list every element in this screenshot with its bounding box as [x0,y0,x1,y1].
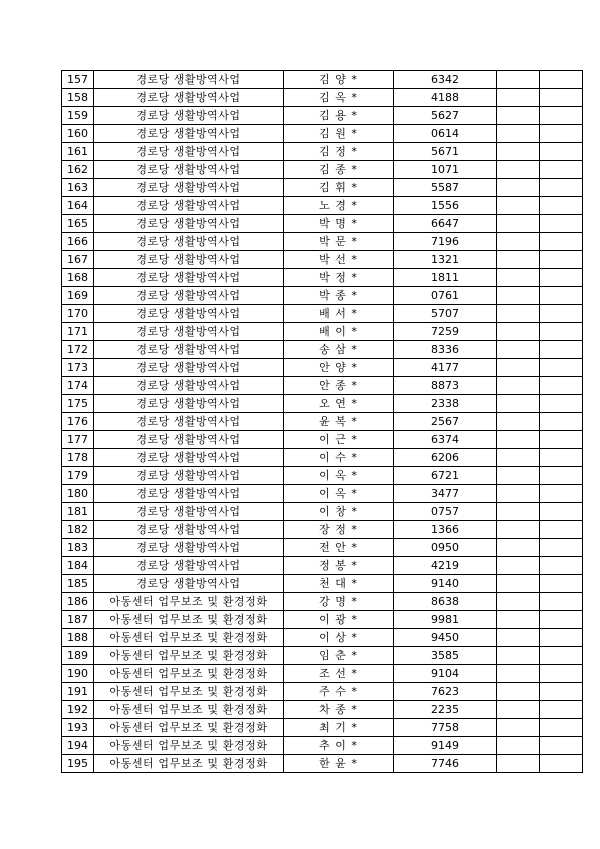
person-name: 정 봉 * [284,557,394,575]
table-row [62,251,583,269]
empty-cell [540,395,583,413]
program-name: 경로당 생활방역사업 [94,71,284,89]
program-name: 경로당 생활방역사업 [94,467,284,485]
person-name: 김 옥 * [284,89,394,107]
program-name: 아동센터 업무보조 및 환경정화 [94,647,284,665]
program-name: 경로당 생활방역사업 [94,449,284,467]
empty-cell [540,701,583,719]
empty-cell [497,701,540,719]
empty-cell [497,629,540,647]
person-name: 김 휘 * [284,179,394,197]
person-name: 김 정 * [284,143,394,161]
program-name: 경로당 생활방역사업 [94,179,284,197]
empty-cell [497,593,540,611]
table-row [62,485,583,503]
program-name: 경로당 생활방역사업 [94,197,284,215]
id-code: 1366 [394,521,497,539]
table-row [62,71,583,89]
empty-cell [497,71,540,89]
empty-cell [497,665,540,683]
program-name: 경로당 생활방역사업 [94,215,284,233]
table-row [62,197,583,215]
table-row [62,647,583,665]
row-number: 180 [62,485,94,503]
person-name: 천 대 * [284,575,394,593]
empty-cell [540,377,583,395]
person-name: 이 옥 * [284,467,394,485]
id-code: 7746 [394,755,497,773]
participant-table-body [62,71,583,773]
person-name: 배 이 * [284,323,394,341]
id-code: 7623 [394,683,497,701]
program-name: 경로당 생활방역사업 [94,377,284,395]
empty-cell [540,323,583,341]
empty-cell [497,575,540,593]
program-name: 아동센터 업무보조 및 환경정화 [94,611,284,629]
empty-cell [540,215,583,233]
id-code: 8336 [394,341,497,359]
id-code: 1556 [394,197,497,215]
person-name: 이 광 * [284,611,394,629]
person-name: 이 수 * [284,449,394,467]
row-number: 163 [62,179,94,197]
id-code: 4177 [394,359,497,377]
row-number: 173 [62,359,94,377]
empty-cell [540,521,583,539]
empty-cell [540,431,583,449]
person-name: 박 종 * [284,287,394,305]
table-row [62,557,583,575]
empty-cell [540,125,583,143]
empty-cell [497,179,540,197]
id-code: 4188 [394,89,497,107]
person-name: 이 창 * [284,503,394,521]
table-row [62,467,583,485]
table-row [62,107,583,125]
empty-cell [540,755,583,773]
empty-cell [540,269,583,287]
empty-cell [540,485,583,503]
program-name: 아동센터 업무보조 및 환경정화 [94,629,284,647]
id-code: 9149 [394,737,497,755]
row-number: 184 [62,557,94,575]
id-code: 6206 [394,449,497,467]
row-number: 158 [62,89,94,107]
empty-cell [497,431,540,449]
empty-cell [497,395,540,413]
empty-cell [540,647,583,665]
empty-cell [497,503,540,521]
person-name: 조 선 * [284,665,394,683]
table-row [62,413,583,431]
program-name: 경로당 생활방역사업 [94,413,284,431]
table-row [62,503,583,521]
program-name: 경로당 생활방역사업 [94,125,284,143]
table-row [62,575,583,593]
empty-cell [497,269,540,287]
id-code: 9450 [394,629,497,647]
person-name: 이 옥 * [284,485,394,503]
row-number: 167 [62,251,94,269]
table-row [62,539,583,557]
program-name: 경로당 생활방역사업 [94,395,284,413]
row-number: 168 [62,269,94,287]
empty-cell [540,71,583,89]
empty-cell [497,125,540,143]
table-row [62,665,583,683]
empty-cell [540,629,583,647]
program-name: 경로당 생활방역사업 [94,143,284,161]
program-name: 아동센터 업무보조 및 환경정화 [94,755,284,773]
id-code: 6721 [394,467,497,485]
person-name: 안 종 * [284,377,394,395]
person-name: 장 정 * [284,521,394,539]
row-number: 185 [62,575,94,593]
empty-cell [497,233,540,251]
empty-cell [540,251,583,269]
empty-cell [497,143,540,161]
person-name: 김 용 * [284,107,394,125]
id-code: 7758 [394,719,497,737]
empty-cell [540,359,583,377]
person-name: 김 양 * [284,71,394,89]
id-code: 9140 [394,575,497,593]
table-row [62,179,583,197]
program-name: 경로당 생활방역사업 [94,89,284,107]
empty-cell [540,179,583,197]
id-code: 2567 [394,413,497,431]
empty-cell [497,89,540,107]
id-code: 1811 [394,269,497,287]
person-name: 박 문 * [284,233,394,251]
row-number: 190 [62,665,94,683]
empty-cell [540,197,583,215]
empty-cell [497,737,540,755]
table-row [62,341,583,359]
table-row [62,359,583,377]
row-number: 189 [62,647,94,665]
empty-cell [540,611,583,629]
row-number: 182 [62,521,94,539]
table-row [62,701,583,719]
table-row [62,737,583,755]
program-name: 경로당 생활방역사업 [94,431,284,449]
program-name: 경로당 생활방역사업 [94,575,284,593]
id-code: 5627 [394,107,497,125]
id-code: 7259 [394,323,497,341]
id-code: 0950 [394,539,497,557]
empty-cell [540,737,583,755]
program-name: 아동센터 업무보조 및 환경정화 [94,701,284,719]
table-row [62,431,583,449]
empty-cell [540,143,583,161]
program-name: 아동센터 업무보조 및 환경정화 [94,683,284,701]
id-code: 3585 [394,647,497,665]
id-code: 6342 [394,71,497,89]
table-row [62,593,583,611]
empty-cell [497,377,540,395]
id-code: 5587 [394,179,497,197]
table-row [62,287,583,305]
program-name: 경로당 생활방역사업 [94,503,284,521]
row-number: 166 [62,233,94,251]
row-number: 169 [62,287,94,305]
participant-table [61,70,583,773]
person-name: 박 명 * [284,215,394,233]
empty-cell [497,215,540,233]
row-number: 188 [62,629,94,647]
id-code: 6374 [394,431,497,449]
id-code: 5671 [394,143,497,161]
empty-cell [540,467,583,485]
empty-cell [497,647,540,665]
program-name: 경로당 생활방역사업 [94,287,284,305]
row-number: 171 [62,323,94,341]
row-number: 165 [62,215,94,233]
row-number: 164 [62,197,94,215]
table-row [62,755,583,773]
empty-cell [540,305,583,323]
table-row [62,89,583,107]
row-number: 186 [62,593,94,611]
empty-cell [540,719,583,737]
row-number: 195 [62,755,94,773]
empty-cell [540,503,583,521]
empty-cell [497,197,540,215]
id-code: 0614 [394,125,497,143]
table-row [62,125,583,143]
empty-cell [497,467,540,485]
empty-cell [497,359,540,377]
row-number: 157 [62,71,94,89]
person-name: 임 춘 * [284,647,394,665]
id-code: 9981 [394,611,497,629]
empty-cell [497,107,540,125]
row-number: 191 [62,683,94,701]
program-name: 경로당 생활방역사업 [94,485,284,503]
person-name: 주 수 * [284,683,394,701]
person-name: 김 원 * [284,125,394,143]
id-code: 8873 [394,377,497,395]
row-number: 183 [62,539,94,557]
person-name: 최 기 * [284,719,394,737]
empty-cell [497,683,540,701]
person-name: 강 명 * [284,593,394,611]
person-name: 추 이 * [284,737,394,755]
table-row [62,521,583,539]
program-name: 경로당 생활방역사업 [94,323,284,341]
empty-cell [540,287,583,305]
empty-cell [497,305,540,323]
row-number: 187 [62,611,94,629]
program-name: 경로당 생활방역사업 [94,341,284,359]
person-name: 전 안 * [284,539,394,557]
empty-cell [497,161,540,179]
table-row [62,215,583,233]
row-number: 160 [62,125,94,143]
empty-cell [540,89,583,107]
id-code: 3477 [394,485,497,503]
empty-cell [497,341,540,359]
row-number: 159 [62,107,94,125]
row-number: 172 [62,341,94,359]
person-name: 한 윤 * [284,755,394,773]
id-code: 8638 [394,593,497,611]
person-name: 박 정 * [284,269,394,287]
row-number: 170 [62,305,94,323]
id-code: 1071 [394,161,497,179]
row-number: 176 [62,413,94,431]
table-row [62,449,583,467]
person-name: 박 선 * [284,251,394,269]
empty-cell [497,413,540,431]
empty-cell [497,557,540,575]
program-name: 아동센터 업무보조 및 환경정화 [94,737,284,755]
empty-cell [497,521,540,539]
program-name: 아동센터 업무보조 및 환경정화 [94,593,284,611]
program-name: 아동센터 업무보조 및 환경정화 [94,665,284,683]
program-name: 경로당 생활방역사업 [94,305,284,323]
empty-cell [540,161,583,179]
program-name: 경로당 생활방역사업 [94,539,284,557]
empty-cell [497,539,540,557]
table-row [62,233,583,251]
empty-cell [497,287,540,305]
id-code: 1321 [394,251,497,269]
table-row [62,143,583,161]
person-name: 윤 복 * [284,413,394,431]
program-name: 아동센터 업무보조 및 환경정화 [94,719,284,737]
person-name: 오 연 * [284,395,394,413]
empty-cell [497,251,540,269]
program-name: 경로당 생활방역사업 [94,161,284,179]
program-name: 경로당 생활방역사업 [94,107,284,125]
program-name: 경로당 생활방역사업 [94,359,284,377]
program-name: 경로당 생활방역사업 [94,521,284,539]
empty-cell [540,539,583,557]
person-name: 노 경 * [284,197,394,215]
empty-cell [497,485,540,503]
program-name: 경로당 생활방역사업 [94,269,284,287]
person-name: 이 상 * [284,629,394,647]
table-row [62,611,583,629]
row-number: 178 [62,449,94,467]
id-code: 7196 [394,233,497,251]
table-row [62,719,583,737]
table-row [62,629,583,647]
table-row [62,683,583,701]
id-code: 2338 [394,395,497,413]
empty-cell [497,755,540,773]
row-number: 194 [62,737,94,755]
row-number: 175 [62,395,94,413]
row-number: 179 [62,467,94,485]
table-row [62,323,583,341]
row-number: 192 [62,701,94,719]
table-row [62,395,583,413]
id-code: 5707 [394,305,497,323]
empty-cell [497,323,540,341]
empty-cell [497,719,540,737]
row-number: 181 [62,503,94,521]
empty-cell [540,233,583,251]
person-name: 이 근 * [284,431,394,449]
person-name: 차 종 * [284,701,394,719]
empty-cell [540,575,583,593]
id-code: 9104 [394,665,497,683]
row-number: 162 [62,161,94,179]
row-number: 177 [62,431,94,449]
table-row [62,161,583,179]
empty-cell [540,593,583,611]
program-name: 경로당 생활방역사업 [94,251,284,269]
person-name: 안 양 * [284,359,394,377]
empty-cell [540,665,583,683]
id-code: 6647 [394,215,497,233]
id-code: 4219 [394,557,497,575]
empty-cell [497,449,540,467]
id-code: 2235 [394,701,497,719]
person-name: 송 삼 * [284,341,394,359]
empty-cell [540,341,583,359]
row-number: 161 [62,143,94,161]
row-number: 174 [62,377,94,395]
empty-cell [540,557,583,575]
empty-cell [540,413,583,431]
table-row [62,377,583,395]
program-name: 경로당 생활방역사업 [94,233,284,251]
id-code: 0761 [394,287,497,305]
empty-cell [540,449,583,467]
empty-cell [540,107,583,125]
id-code: 0757 [394,503,497,521]
table-row [62,305,583,323]
table-row [62,269,583,287]
empty-cell [497,611,540,629]
person-name: 김 종 * [284,161,394,179]
person-name: 배 서 * [284,305,394,323]
program-name: 경로당 생활방역사업 [94,557,284,575]
row-number: 193 [62,719,94,737]
empty-cell [540,683,583,701]
